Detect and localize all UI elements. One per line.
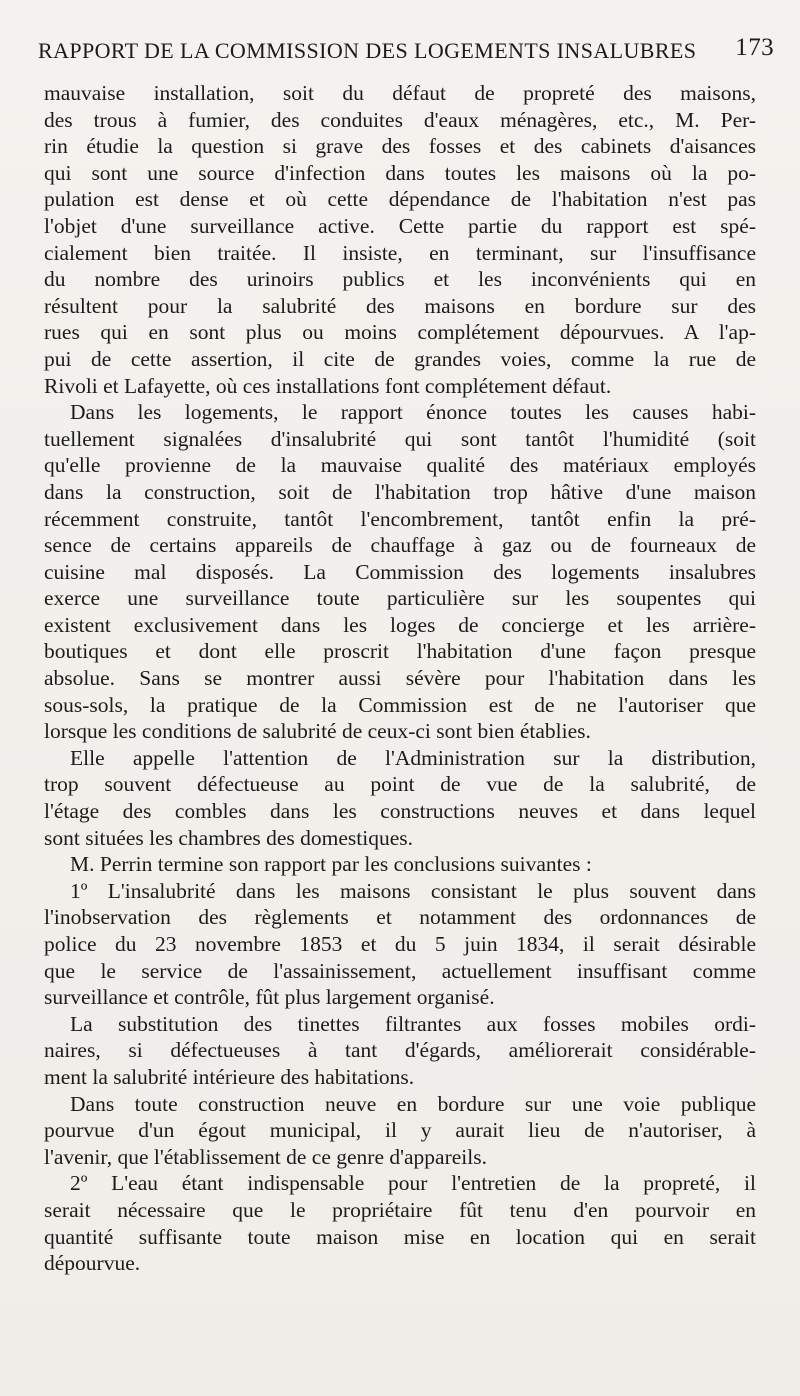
- text-line: que le service de l'assainissement, actuellement insuffisant comme: [44, 958, 756, 983]
- text-line: récemment construite, tantôt l'encombrement, tantôt enfin la pré-: [44, 506, 756, 531]
- text-line: l'objet d'une surveillance active. Cette partie du rapport est spé-: [44, 213, 756, 238]
- text-line: sous-sols, la pratique de la Commission est de ne l'autoriser que: [44, 692, 756, 717]
- text-line: existent exclusivement dans les loges de concierge et les arrière-: [44, 612, 756, 637]
- text-line: M. Perrin termine son rapport par les conclusions suivantes :: [70, 852, 592, 877]
- text-line: mauvaise installation, soit du défaut de propreté des maisons,: [44, 81, 756, 105]
- text-line: l'avenir, que l'établissement de ce genre d'appareils.: [44, 1144, 487, 1169]
- body-text: [44, 80, 756, 1277]
- text-line: pourvue d'un égout municipal, il y aurait lieu de n'autoriser, à: [44, 1118, 756, 1143]
- text-line: naires, si défectueuses à tant d'égards, améliorerait considérable-: [44, 1038, 756, 1063]
- text-line: quantité suffisante toute maison mise en location qui en serait: [44, 1224, 756, 1249]
- text-line: pulation est dense et où cette dépendance de l'habitation n'est pas: [44, 187, 756, 212]
- text-line: exerce une surveillance toute particulière sur les soupentes qui: [44, 586, 756, 611]
- text-line: 1º L'insalubrité dans les maisons consistant le plus souvent dans: [70, 878, 756, 903]
- text-line: police du 23 novembre 1853 et du 5 juin 1834, il serait désirable: [44, 932, 756, 956]
- text-line: Rivoli et Lafayette, où ces installations font complétement défaut.: [44, 373, 612, 398]
- page-number: 173: [735, 34, 774, 61]
- running-title: RAPPORT DE LA COMMISSION DES LOGEMENTS INSALUBRES: [38, 38, 697, 63]
- text-line: dépourvue.: [44, 1251, 141, 1276]
- text-line: ment la salubrité intérieure des habitations.: [44, 1064, 415, 1089]
- text-line: cialement bien traitée. Il insiste, en terminant, sur l'insuffisance: [44, 240, 756, 265]
- text-line: sence de certains appareils de chauffage à gaz ou de fourneaux de: [44, 533, 756, 558]
- text-line: Dans toute construction neuve en bordure sur une voie publique: [70, 1091, 756, 1116]
- text-line: du nombre des urinoirs publics et les inconvénients qui en: [44, 267, 756, 292]
- text-line: cuisine mal disposés. La Commission des logements insalubres: [44, 559, 756, 584]
- text-line: tuellement signalées d'insalubrité qui sont tantôt l'humidité (soit: [44, 426, 756, 451]
- text-line: trop souvent défectueuse au point de vue de la salubrité, de: [44, 772, 756, 797]
- text-line: surveillance et contrôle, fût plus largement organisé.: [44, 985, 495, 1010]
- text-line: Dans les logements, le rapport énonce toutes les causes habi-: [70, 400, 756, 425]
- text-line: pui de cette assertion, il cite de grandes voies, comme la rue de: [44, 346, 756, 371]
- text-line: dans la construction, soit de l'habitation trop hâtive d'une maison: [44, 479, 756, 504]
- text-line: 2º L'eau étant indispensable pour l'entretien de la propreté, il: [70, 1171, 756, 1196]
- text-line: qu'elle provienne de la mauvaise qualité des matériaux employés: [44, 453, 756, 478]
- text-line: sont situées les chambres des domestiques.: [44, 825, 414, 850]
- text-line: résultent pour la salubrité des maisons en bordure sur des: [44, 293, 756, 318]
- text-line: La substitution des tinettes filtrantes aux fosses mobiles ordi-: [70, 1011, 756, 1036]
- text-line: qui sont une source d'infection dans toutes les maisons où la po-: [44, 160, 756, 185]
- text-line: rues qui en sont plus ou moins complétement dépourvues. A l'ap-: [44, 320, 756, 345]
- text-line: lorsque les conditions de salubrité de ceux-ci sont bien établies.: [44, 719, 591, 744]
- text-line: des trous à fumier, des conduites d'eaux ménagères, etc., M. Per-: [44, 107, 756, 132]
- text-line: absolue. Sans se montrer aussi sévère pour l'habitation dans les: [44, 666, 756, 691]
- text-line: boutiques et dont elle proscrit l'habitation d'une façon presque: [44, 639, 756, 664]
- text-line: serait nécessaire que le propriétaire fût tenu d'en pourvoir en: [44, 1197, 756, 1222]
- text-line: Elle appelle l'attention de l'Administration sur la distribution,: [70, 745, 756, 770]
- text-line: rin étudie la question si grave des fosses et des cabinets d'aisances: [44, 134, 756, 159]
- text-line: l'inobservation des règlements et notamment des ordonnances de: [44, 905, 756, 930]
- text-line: l'étage des combles dans les constructions neuves et dans lequel: [44, 799, 756, 824]
- page-header: [38, 34, 774, 68]
